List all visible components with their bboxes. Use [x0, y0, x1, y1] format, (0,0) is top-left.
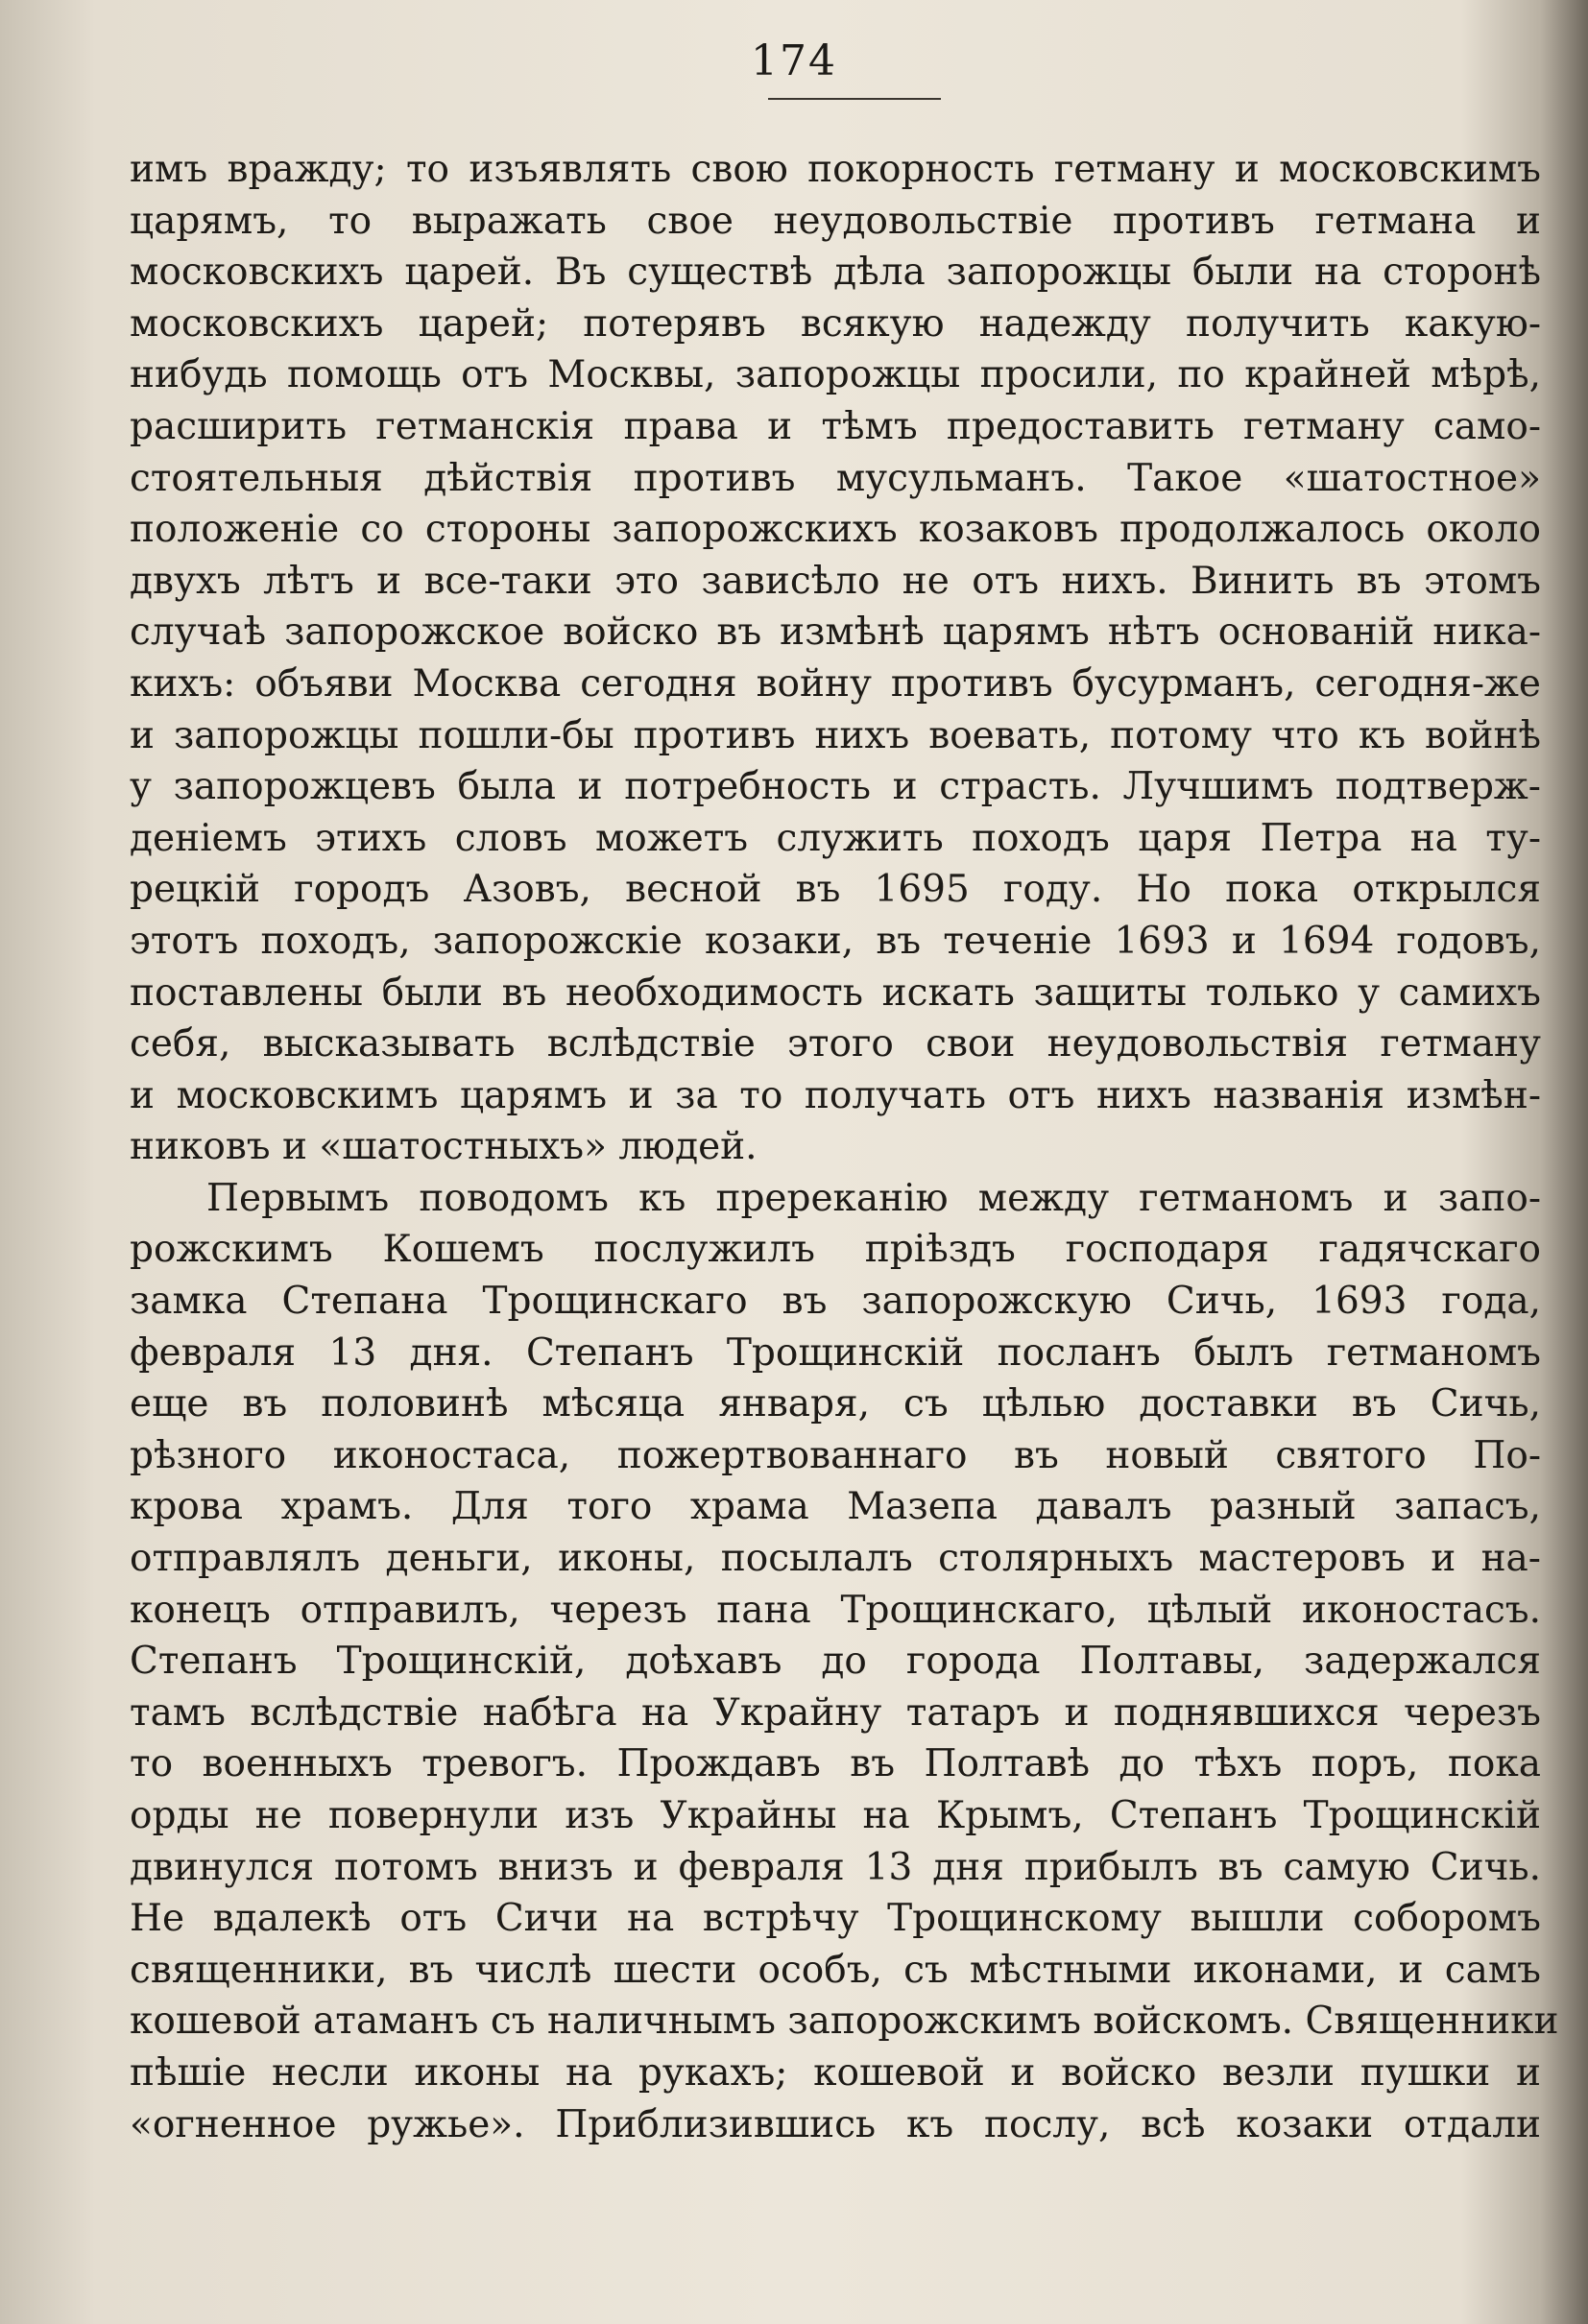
text-line: себя, высказывать вслѣдствіе этого свои неудовольствія гетману [130, 1022, 1541, 1066]
text-line: рецкій городъ Азовъ, весной въ 1695 году. Но пока открылся [130, 868, 1541, 912]
text-line: московскихъ царей; потерявъ всякую надежду получить какую- [130, 301, 1541, 346]
paragraph-1 [130, 144, 1541, 1173]
text-line: то военныхъ тревогъ. Прождавъ въ Полтавѣ до тѣхъ поръ, пока [130, 1742, 1541, 1786]
text-line: рожскимъ Кошемъ послужилъ пріѣздъ господаря гадячскаго [130, 1228, 1541, 1272]
text-line: замка Степана Трощинскаго въ запорожскую Сичь, 1693 года, [130, 1280, 1541, 1324]
text-line: Не вдалекѣ отъ Сичи на встрѣчу Трощинскому вышли соборомъ [130, 1897, 1541, 1941]
text-line: рѣзного иконостаса, пожертвованнаго въ новый святого По- [130, 1433, 1541, 1477]
text-line: поставлены были въ необходимость искать защиты только у самихъ [130, 970, 1541, 1015]
text-line: и московскимъ царямъ и за то получать отъ нихъ названія измѣн- [130, 1073, 1541, 1117]
text-line: «огненное ружье». Приблизившись къ послу, всѣ козаки отдали [130, 2102, 1541, 2146]
paragraph-2 [130, 1173, 1559, 2150]
text-line: тамъ вслѣдствіе набѣга на Украйну татаръ и поднявшихся черезъ [130, 1690, 1541, 1735]
text-line: царямъ, то выражать свое неудовольствіе противъ гетмана и [130, 199, 1541, 243]
text-line: отправлялъ деньги, иконы, посылалъ столярныхъ мастеровъ и на- [130, 1537, 1541, 1581]
text-line: священники, въ числѣ шести особъ, съ мѣстными иконами, и самъ [130, 1948, 1541, 1992]
text-line: пѣшіе несли иконы на рукахъ; кошевой и войско везли пушки и [130, 2050, 1541, 2095]
text-line: положеніе со стороны запорожскихъ козаковъ продолжалось около [130, 508, 1541, 552]
page-number: 174 [751, 36, 837, 85]
text-line: конецъ отправилъ, черезъ пана Трощинскаго, цѣлый иконостасъ. [130, 1588, 1541, 1632]
text-line: Первымъ поводомъ къ пререканію между гетманомъ и запо- [206, 1176, 1541, 1220]
text-line: имъ вражду; то изъявлять свою покорность гетману и московскимъ [130, 148, 1541, 191]
text-line: у запорожцевъ была и потребность и страсть. Лучшимъ подтверж- [130, 765, 1541, 809]
text-line: и запорожцы пошли-бы противъ нихъ воевать, потому что къ войнѣ [130, 713, 1541, 757]
text-line: крова храмъ. Для того храма Мазепа давалъ разный запасъ, [130, 1485, 1541, 1529]
text-line: двинулся потомъ внизъ и февраля 13 дня прибылъ въ самую Сичь. [130, 1845, 1541, 1889]
text-line: февраля 13 дня. Степанъ Трощинскій посланъ былъ гетманомъ [130, 1330, 1541, 1375]
text-line: московскихъ царей. Въ существѣ дѣла запорожцы были на сторонѣ [130, 251, 1541, 295]
header-rule [768, 98, 941, 100]
text-line: нибудь помощь отъ Москвы, запорожцы просили, по крайней мѣрѣ, [130, 353, 1541, 397]
body-text [130, 144, 1559, 2150]
text-line: никовъ и «шатостныхъ» людей. [130, 1125, 758, 1169]
text-line: Степанъ Трощинскій, доѣхавъ до города Полтавы, задержался [130, 1640, 1541, 1684]
text-line: кихъ: объяви Москва сегодня войну противъ бусурманъ, сегодня-же [130, 661, 1541, 706]
text-line: кошевой атаманъ съ наличнымъ запорожскимъ войскомъ. Священники [130, 2000, 1559, 2044]
text-line: деніемъ этихъ словъ можетъ служить походъ царя Петра на ту- [130, 816, 1541, 860]
text-line: случаѣ запорожское войско въ измѣнѣ царямъ нѣтъ основаній ника- [130, 611, 1541, 655]
text-line: этотъ походъ, запорожскіе козаки, въ теченіе 1693 и 1694 годовъ, [130, 919, 1541, 963]
text-line: двухъ лѣтъ и все-таки это зависѣло не отъ нихъ. Винить въ этомъ [130, 559, 1541, 603]
text-line: расширить гетманскія права и тѣмъ предоставить гетману само- [130, 404, 1541, 448]
text-line: стоятельныя дѣйствія противъ мусульманъ. Такое «шатостное» [130, 456, 1541, 500]
text-line: орды не повернули изъ Украйны на Крымъ, Степанъ Трощинскій [130, 1794, 1541, 1837]
text-line: еще въ половинѣ мѣсяца января, съ цѣлью доставки въ Сичь, [130, 1382, 1541, 1426]
